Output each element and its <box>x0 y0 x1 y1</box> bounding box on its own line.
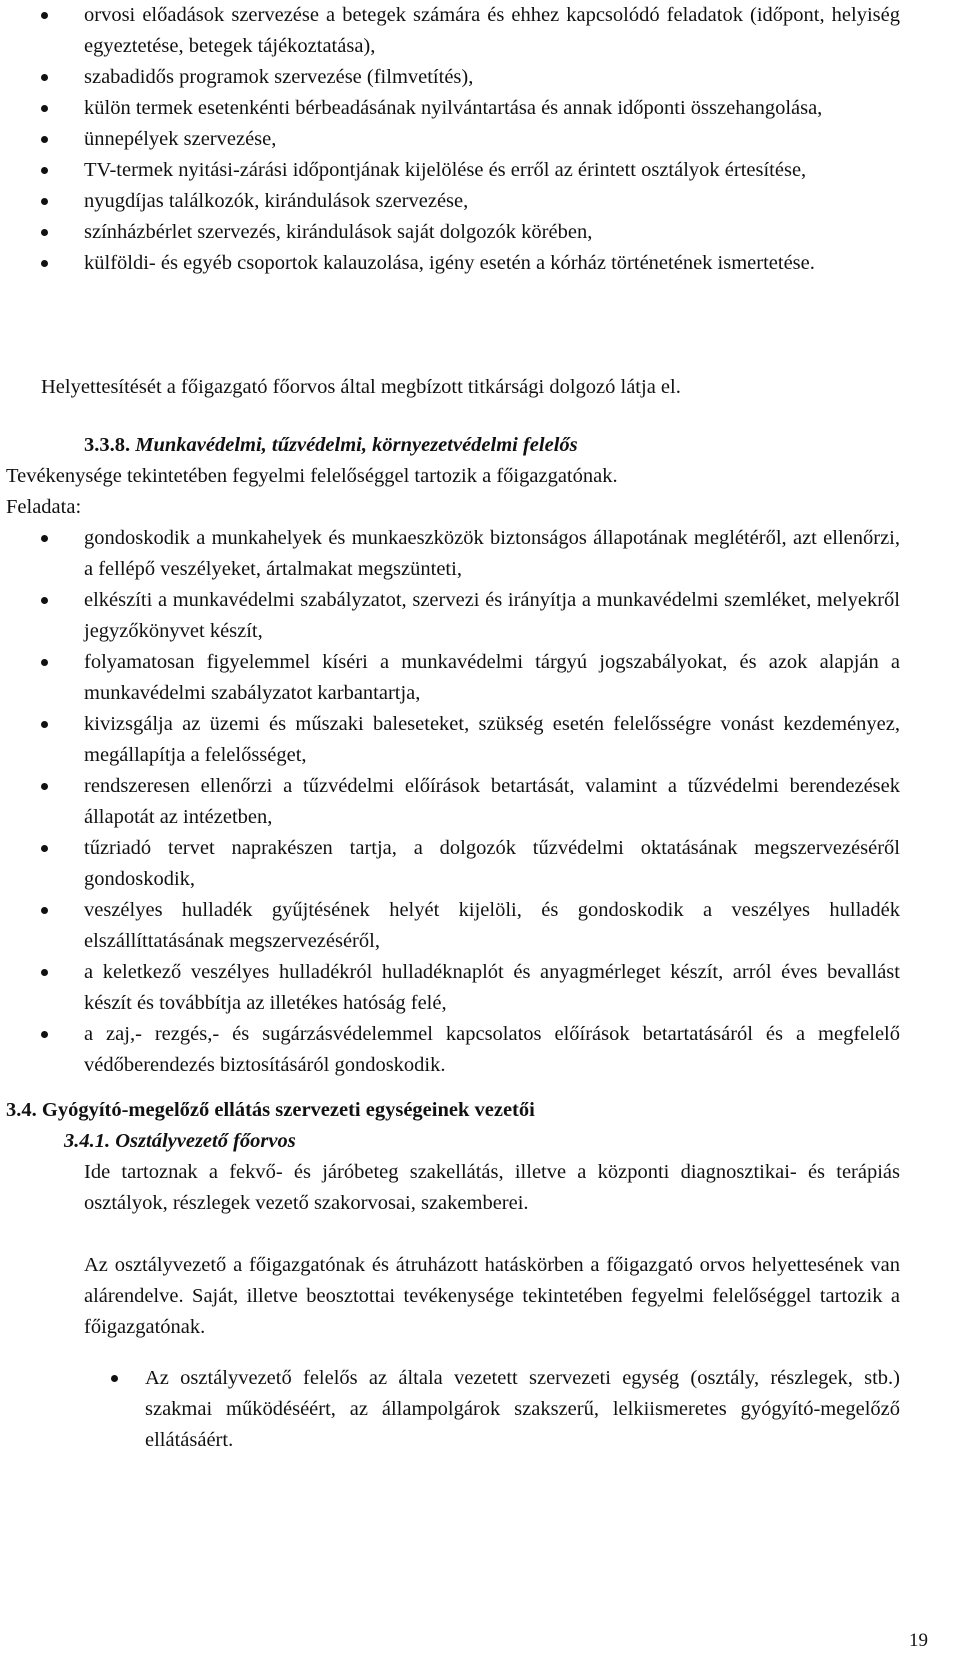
list-item: orvosi előadások szervezése a betegek számára és ehhez kapcsolódó feladatok (időpont, helyiség egyeztetése, betegek tájékoztatása), <box>0 0 900 62</box>
list-item: külföldi- és egyéb csoportok kalauzolása, igény esetén a kórház történetének ismertetése. <box>0 248 900 279</box>
section-3-4-1-heading <box>64 1126 884 1157</box>
feladata-label: Feladata: <box>6 496 82 518</box>
list-item: TV-termek nyitási-zárási időpontjának kijelölése és erről az érintett osztályok értesítése, <box>0 155 900 186</box>
list-item: kivizsgálja az üzemi és műszaki baleseteket, szükség esetén felelősségre vonást kezdeményez, megállapítja a felelősséget, <box>0 709 900 771</box>
list-item: Az osztályvezető felelős az általa vezetett szervezeti egység (osztály, részlegek, stb.) szakmai működéséért, az állampolgárok szakszerű, lelkiismeretes gyógyító-megelőző ellátásáért. <box>0 1363 900 1456</box>
section-3-4-heading: 3.4. Gyógyító-megelőző ellátás szervezeti egységeinek vezetői <box>6 1099 535 1121</box>
list-item: színházbérlet szervezés, kirándulások saját dolgozók körében, <box>0 217 900 248</box>
responsibility-list <box>0 1363 900 1456</box>
substitution-note: Helyettesítését a főigazgató főorvos által megbízott titkársági dolgozó látja el. <box>41 376 681 398</box>
section-3-3-8-heading <box>84 430 904 461</box>
list-item: ünnepélyek szervezése, <box>0 124 900 155</box>
activities-list <box>0 0 900 279</box>
duties-list <box>0 523 900 1081</box>
list-item: a zaj,- rezgés,- és sugárzásvédelemmel kapcsolatos előírások betartatásáról és a megfelelő védőberendezés biztosításáról gondoskodik. <box>0 1019 900 1081</box>
list-item: rendszeresen ellenőrzi a tűzvédelmi előírások betartását, valamint a tűzvédelmi berendezések állapotát az intézetben, <box>0 771 900 833</box>
list-item: gondoskodik a munkahelyek és munkaeszközök biztonságos állapotának meglétéről, azt ellenőrzi, a fellépő veszélyeket, ártalmakat megszünteti, <box>0 523 900 585</box>
section-title: Munkavédelmi, tűzvédelmi, környezetvédelmi felelős <box>135 434 578 456</box>
list-item: a keletkező veszélyes hulladékról hulladéknaplót és anyagmérleget készít, arról éves bevallást készít és továbbítja az illetékes hatóság felé, <box>0 957 900 1019</box>
list-item: tűzriadó tervet naprakészen tartja, a dolgozók tűzvédelmi oktatásának megszervezéséről gondoskodik, <box>0 833 900 895</box>
scope-paragraph: Ide tartoznak a fekvő- és járóbeteg szakellátás, illetve a központi diagnosztikai- és terápiás osztályok, részlegek vezető szakorvosai, szakemberei. <box>84 1161 900 1214</box>
list-item: veszélyes hulladék gyűjtésének helyét kijelöli, és gondoskodik a veszélyes hulladék elszállíttatásának megszervezéséről, <box>0 895 900 957</box>
list-item: nyugdíjas találkozók, kirándulások szervezése, <box>0 186 900 217</box>
list-item: elkészíti a munkavédelmi szabályzatot, szervezi és irányítja a munkavédelmi szemléket, melyekről jegyzőkönyvet készít, <box>0 585 900 647</box>
list-item: folyamatosan figyelemmel kíséri a munkavédelmi tárgyú jogszabályokat, és azok alapján a munkavédelmi szabályzatot karbantartja, <box>0 647 900 709</box>
page-number: 19 <box>909 1630 928 1651</box>
section-subtitle: Tevékenysége tekintetében fegyelmi felelőséggel tartozik a főigazgatónak. <box>6 465 618 487</box>
subordination-paragraph: Az osztályvezető a főigazgatónak és átruházott hatáskörben a főigazgató orvos helyettesének van alárendelve. Saját, illetve beosztottai tevékenysége tekintetében fegyelmi felelőséggel tartozik a főigazgatónak. <box>84 1254 900 1338</box>
subsection-title: Osztályvezető főorvos <box>115 1130 296 1152</box>
section-number: 3.3.8. <box>84 434 131 456</box>
list-item: szabadidős programok szervezése (filmvetítés), <box>0 62 900 93</box>
subsection-number: 3.4.1. <box>64 1130 111 1152</box>
list-item: külön termek esetenkénti bérbeadásának nyilvántartása és annak időponti összehangolása, <box>0 93 900 124</box>
